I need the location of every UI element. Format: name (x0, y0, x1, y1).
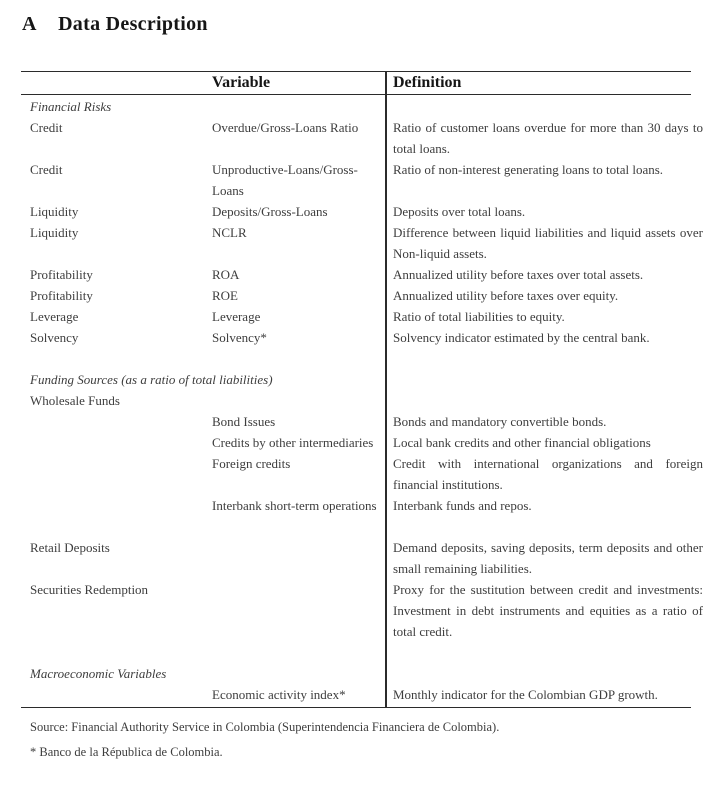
category-cell (21, 411, 212, 432)
definition-cell: Ratio of non-interest generating loans to total loans. (393, 162, 664, 177)
definition-cell: Difference between liquid liabilities and liquid assets over Non-liquid assets. (393, 225, 703, 261)
variable-cell: Deposits/Gross-Loans (212, 204, 328, 219)
category-cell (21, 453, 212, 474)
table-row (21, 453, 703, 495)
definition-cell: Ratio of customer loans overdue for more than 30 days to total loans. (393, 120, 703, 156)
category-cell: Liquidity (30, 204, 79, 219)
table-row (21, 411, 691, 432)
category-cell: Wholesale Funds (30, 393, 120, 408)
variable-cell: Interbank short-term operations (212, 498, 377, 513)
table-row (21, 537, 703, 579)
data-description-table (21, 71, 703, 708)
definition-cell: Bonds and mandatory convertible bonds. (393, 414, 607, 429)
definition-cell: Annualized utility before taxes over total assets. (393, 267, 644, 282)
variable-cell (212, 579, 385, 600)
table-row (21, 201, 691, 222)
variable-cell (212, 537, 385, 558)
definition-cell: Monthly indicator for the Colombian GDP growth. (393, 687, 658, 702)
variable-cell: ROE (212, 288, 238, 303)
variable-cell: Economic activity index* (212, 687, 346, 702)
variable-column-header: Variable (212, 74, 271, 91)
variable-cell: Leverage (212, 309, 261, 324)
category-cell: Liquidity (30, 225, 79, 240)
table-footnotes (30, 715, 707, 765)
category-cell (21, 495, 212, 516)
variable-cell: ROA (212, 267, 240, 282)
section-heading-funding-sources: Funding Sources (as a ratio of total liabilities) (30, 372, 273, 387)
variable-cell: Credits by other intermediaries (212, 435, 374, 450)
variable-cell: Bond Issues (212, 414, 276, 429)
section-heading-macroeconomic-variables: Macroeconomic Variables (30, 666, 167, 681)
variable-cell (212, 390, 385, 411)
table-row (21, 264, 691, 285)
variable-cell: Overdue/Gross-Loans Ratio (212, 120, 359, 135)
variable-cell: NCLR (212, 225, 247, 240)
category-cell: Securities Redemption (30, 582, 149, 597)
definition-cell: Interbank funds and repos. (393, 498, 532, 513)
table-header-row (21, 72, 691, 95)
table-row (21, 306, 691, 327)
category-cell (21, 432, 212, 453)
section-number: A (22, 13, 37, 35)
category-cell: Credit (30, 162, 63, 177)
section-title (22, 12, 707, 36)
table-row (21, 117, 703, 159)
variable-cell: Solvency* (212, 330, 267, 345)
category-cell: Solvency (30, 330, 79, 345)
variable-cell: Foreign credits (212, 456, 291, 471)
footnote-asterisk: * Banco de la Républica de Colombia. (30, 745, 223, 759)
category-cell: Profitability (30, 267, 93, 282)
variable-cell: Unproductive-Loans/Gross-Loans (212, 162, 358, 198)
definition-column-header: Definition (393, 74, 462, 91)
category-cell: Retail Deposits (30, 540, 110, 555)
category-cell: Profitability (30, 288, 93, 303)
definition-cell: Ratio of total liabilities to equity. (393, 309, 565, 324)
table-body (21, 95, 703, 707)
section-title-text: Data Description (58, 13, 208, 35)
table-row (21, 495, 691, 516)
definition-cell: Demand deposits, saving deposits, term deposits and other small remaining liabilities. (393, 540, 703, 576)
table-row (21, 390, 691, 411)
definition-cell: Proxy for the sustitution between credit and investments: Investment in debt instruments and equities as a ratio of total credit. (393, 582, 703, 639)
table-row (21, 327, 691, 348)
table-row (21, 222, 703, 264)
definition-cell: Local bank credits and other financial obligations (393, 435, 651, 450)
table-row (21, 579, 703, 642)
category-cell (21, 684, 212, 705)
definition-cell: Credit with international organizations and foreign financial institutions. (393, 456, 703, 492)
category-cell: Leverage (30, 309, 79, 324)
definition-cell: Deposits over total loans. (393, 204, 526, 219)
table-row (21, 285, 691, 306)
definition-cell: Solvency indicator estimated by the central bank. (393, 330, 650, 345)
table-row (21, 432, 691, 453)
table-row (21, 159, 691, 201)
footnote-source: Source: Financial Authority Service in Colombia (Superintendencia Financiera de Colombia). (30, 720, 500, 734)
section-heading-financial-risks: Financial Risks (30, 99, 112, 114)
column-divider-rule (385, 72, 387, 707)
category-cell: Credit (30, 120, 63, 135)
definition-cell (385, 390, 703, 411)
table-row (21, 684, 691, 705)
definition-cell: Annualized utility before taxes over equity. (393, 288, 619, 303)
